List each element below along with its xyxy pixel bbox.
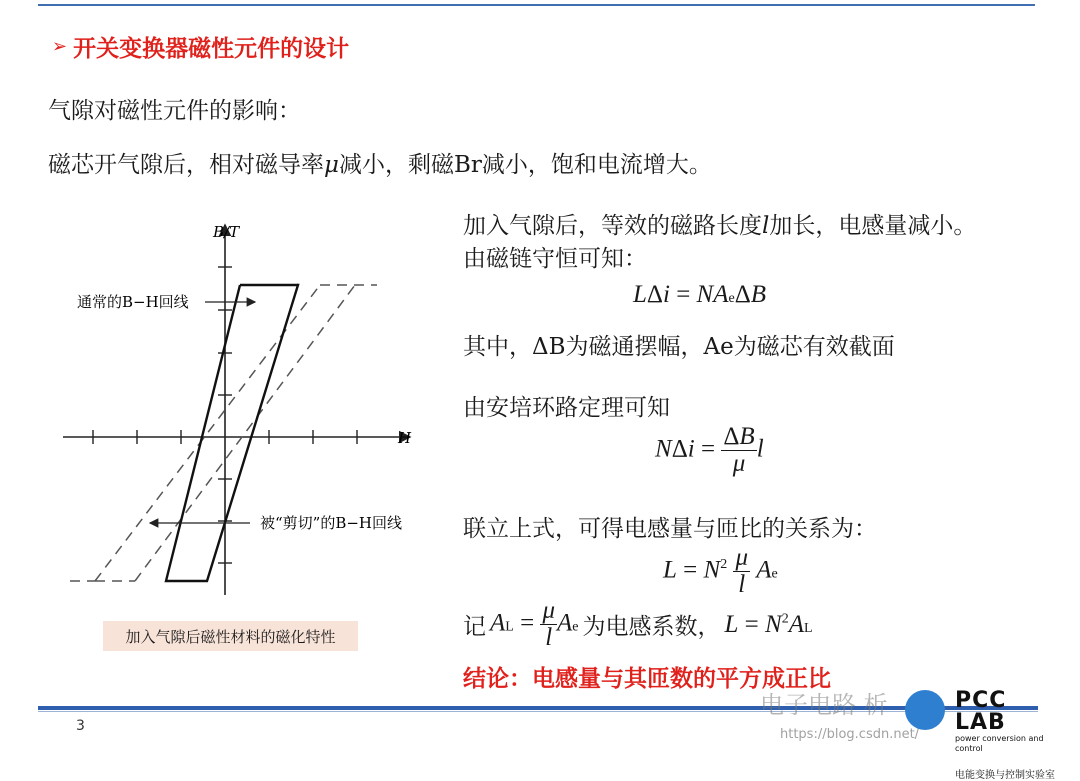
lab-logo-icon [905, 690, 945, 730]
normal-loop [166, 285, 298, 581]
bullet-arrow-icon: ➢ [52, 36, 68, 57]
slide-heading [52, 30, 349, 63]
conclusion: 结论：电感量与其匝数的平方成正比 [463, 666, 831, 692]
equation-l-al: $L = N^2AL$ [724, 610, 813, 638]
sheared-loop [70, 285, 377, 581]
cut-loop-label: 被“剪切”的B−H回线 [260, 514, 403, 532]
y-axis-label: B/T [213, 223, 240, 241]
para-inductance-factor: 记 AL = $\frac{\mu}{l}$ Ae 为电感系数， $L = N^2AL$ [463, 597, 813, 652]
subtitle: 气隙对磁性元件的影响： [48, 98, 301, 124]
x-axis-label: H [398, 429, 412, 447]
para-combine: 联立上式，可得电感量与匝比的关系为： [463, 516, 877, 542]
equation-ampere: NΔi = $\frac{\Delta B}{\mu}$ l [655, 423, 764, 478]
watermark-text: 电子电路 析 [760, 691, 888, 719]
para-where: 其中，ΔB为磁通摆幅，Ae为磁芯有效截面 [463, 334, 895, 360]
bottom-divider-thin [38, 711, 1038, 712]
heading-text: 开关变换器磁性元件的设计 [73, 36, 350, 62]
page-number: 3 [76, 718, 85, 734]
line-gap-effect: 磁芯开气隙后，相对磁导率μ减小，剩磁Br减小，饱和电流增大。 [48, 152, 712, 178]
bh-loop-figure [55, 215, 430, 595]
equation-inductance: $L = N^2$ $\frac{\mu}{l}$ Ae [663, 544, 778, 599]
normal-loop-label: 通常的B−H回线 [77, 293, 189, 311]
figure-caption: 加入气隙后磁性材料的磁化特性 [103, 621, 358, 651]
equation-al: AL = $\frac{\mu}{l}$ Ae [490, 597, 579, 652]
bottom-divider [38, 706, 1038, 710]
para-flux-conservation: 由磁链守恒可知： [463, 246, 647, 272]
equation-flux-linkage: LΔi = NAeΔB [633, 281, 767, 308]
lab-logo: PCC LAB power conversion and control 电能变换与控制实验室 [955, 688, 1055, 781]
para-ampere: 由安培环路定理可知 [463, 395, 670, 421]
top-divider [38, 4, 1035, 6]
para-gap-length: 加入气隙后，等效的磁路长度l加长，电感量减小。 [463, 213, 977, 239]
watermark-url: https://blog.csdn.net/ [780, 727, 920, 742]
